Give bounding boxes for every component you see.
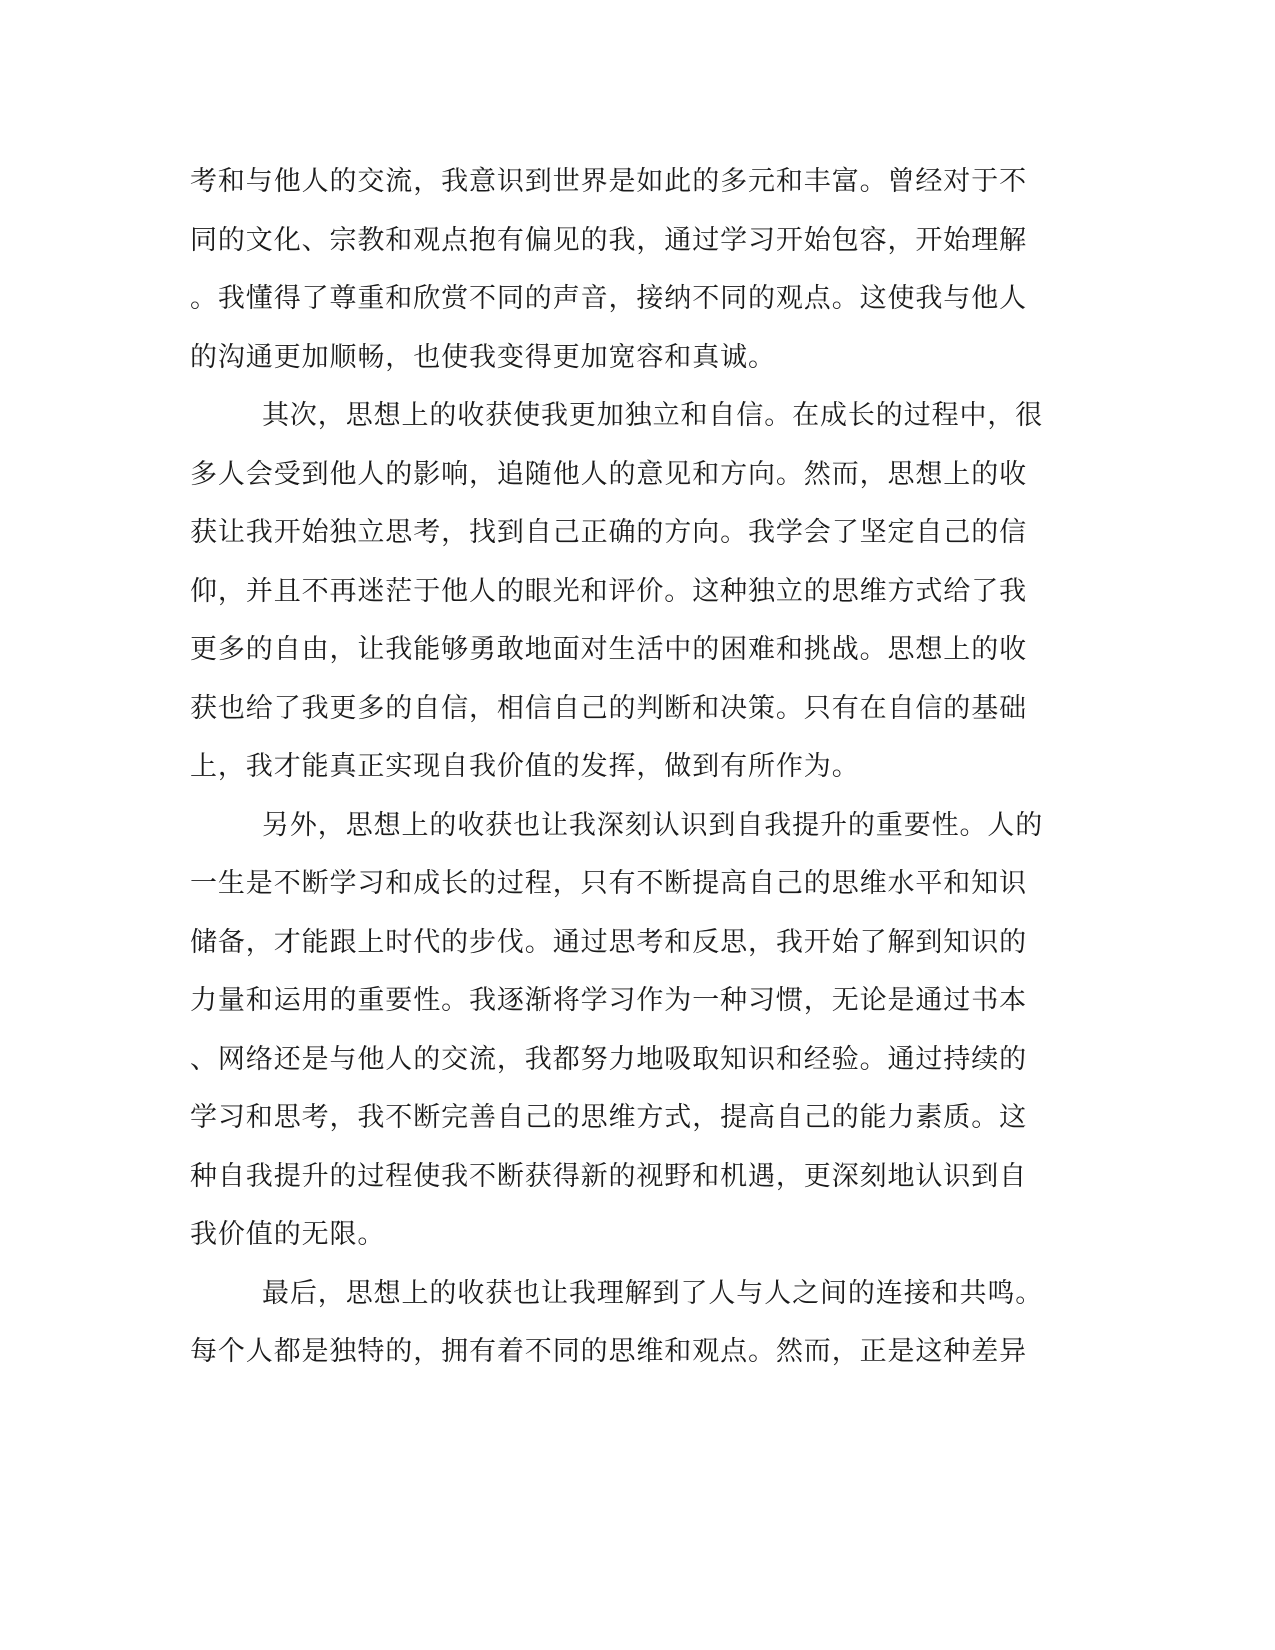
text-line: 一生是不断学习和成长的过程，只有不断提高自己的思维水平和知识 <box>190 868 1027 899</box>
text-line: 力量和运用的重要性。我逐渐将学习作为一种习惯，无论是通过书本 <box>190 985 1027 1016</box>
text-line: 、网络还是与他人的交流，我都努力地吸取知识和经验。通过持续的 <box>190 1044 1027 1075</box>
text-line: 多人会受到他人的影响，追随他人的意见和方向。然而，思想上的收 <box>190 459 1027 490</box>
text-line: 储备，才能跟上时代的步伐。通过思考和反思，我开始了解到知识的 <box>190 927 1027 958</box>
text-line: 。我懂得了尊重和欣赏不同的声音，接纳不同的观点。这使我与他人 <box>190 283 1027 314</box>
text-line: 学习和思考，我不断完善自己的思维方式，提高自己的能力素质。这 <box>190 1102 1027 1133</box>
text-line: 的沟通更加顺畅，也使我变得更加宽容和真诚。 <box>190 342 776 373</box>
text-line: 考和与他人的交流，我意识到世界是如此的多元和丰富。曾经对于不 <box>190 166 1027 197</box>
paragraph-start-line: 其次，思想上的收获使我更加独立和自信。在成长的过程中，很 <box>262 400 1044 431</box>
text-line: 更多的自由，让我能够勇敢地面对生活中的困难和挑战。思想上的收 <box>190 634 1027 665</box>
text-line: 上，我才能真正实现自我价值的发挥，做到有所作为。 <box>190 751 860 782</box>
paragraph-start-line: 另外，思想上的收获也让我深刻认识到自我提升的重要性。人的 <box>262 810 1044 841</box>
text-line: 我价值的无限。 <box>190 1219 386 1250</box>
paragraph-start-line: 最后，思想上的收获也让我理解到了人与人之间的连接和共鸣。 <box>262 1278 1044 1309</box>
text-line: 每个人都是独特的，拥有着不同的思维和观点。然而，正是这种差异 <box>190 1336 1027 1367</box>
text-line: 同的文化、宗教和观点抱有偏见的我，通过学习开始包容，开始理解 <box>190 225 1027 256</box>
text-line: 仰，并且不再迷茫于他人的眼光和评价。这种独立的思维方式给了我 <box>190 576 1027 607</box>
text-line: 获让我开始独立思考，找到自己正确的方向。我学会了坚定自己的信 <box>190 517 1027 548</box>
text-line: 获也给了我更多的自信，相信自己的判断和决策。只有在自信的基础 <box>190 693 1027 724</box>
text-line: 种自我提升的过程使我不断获得新的视野和机遇，更深刻地认识到自 <box>190 1161 1027 1192</box>
